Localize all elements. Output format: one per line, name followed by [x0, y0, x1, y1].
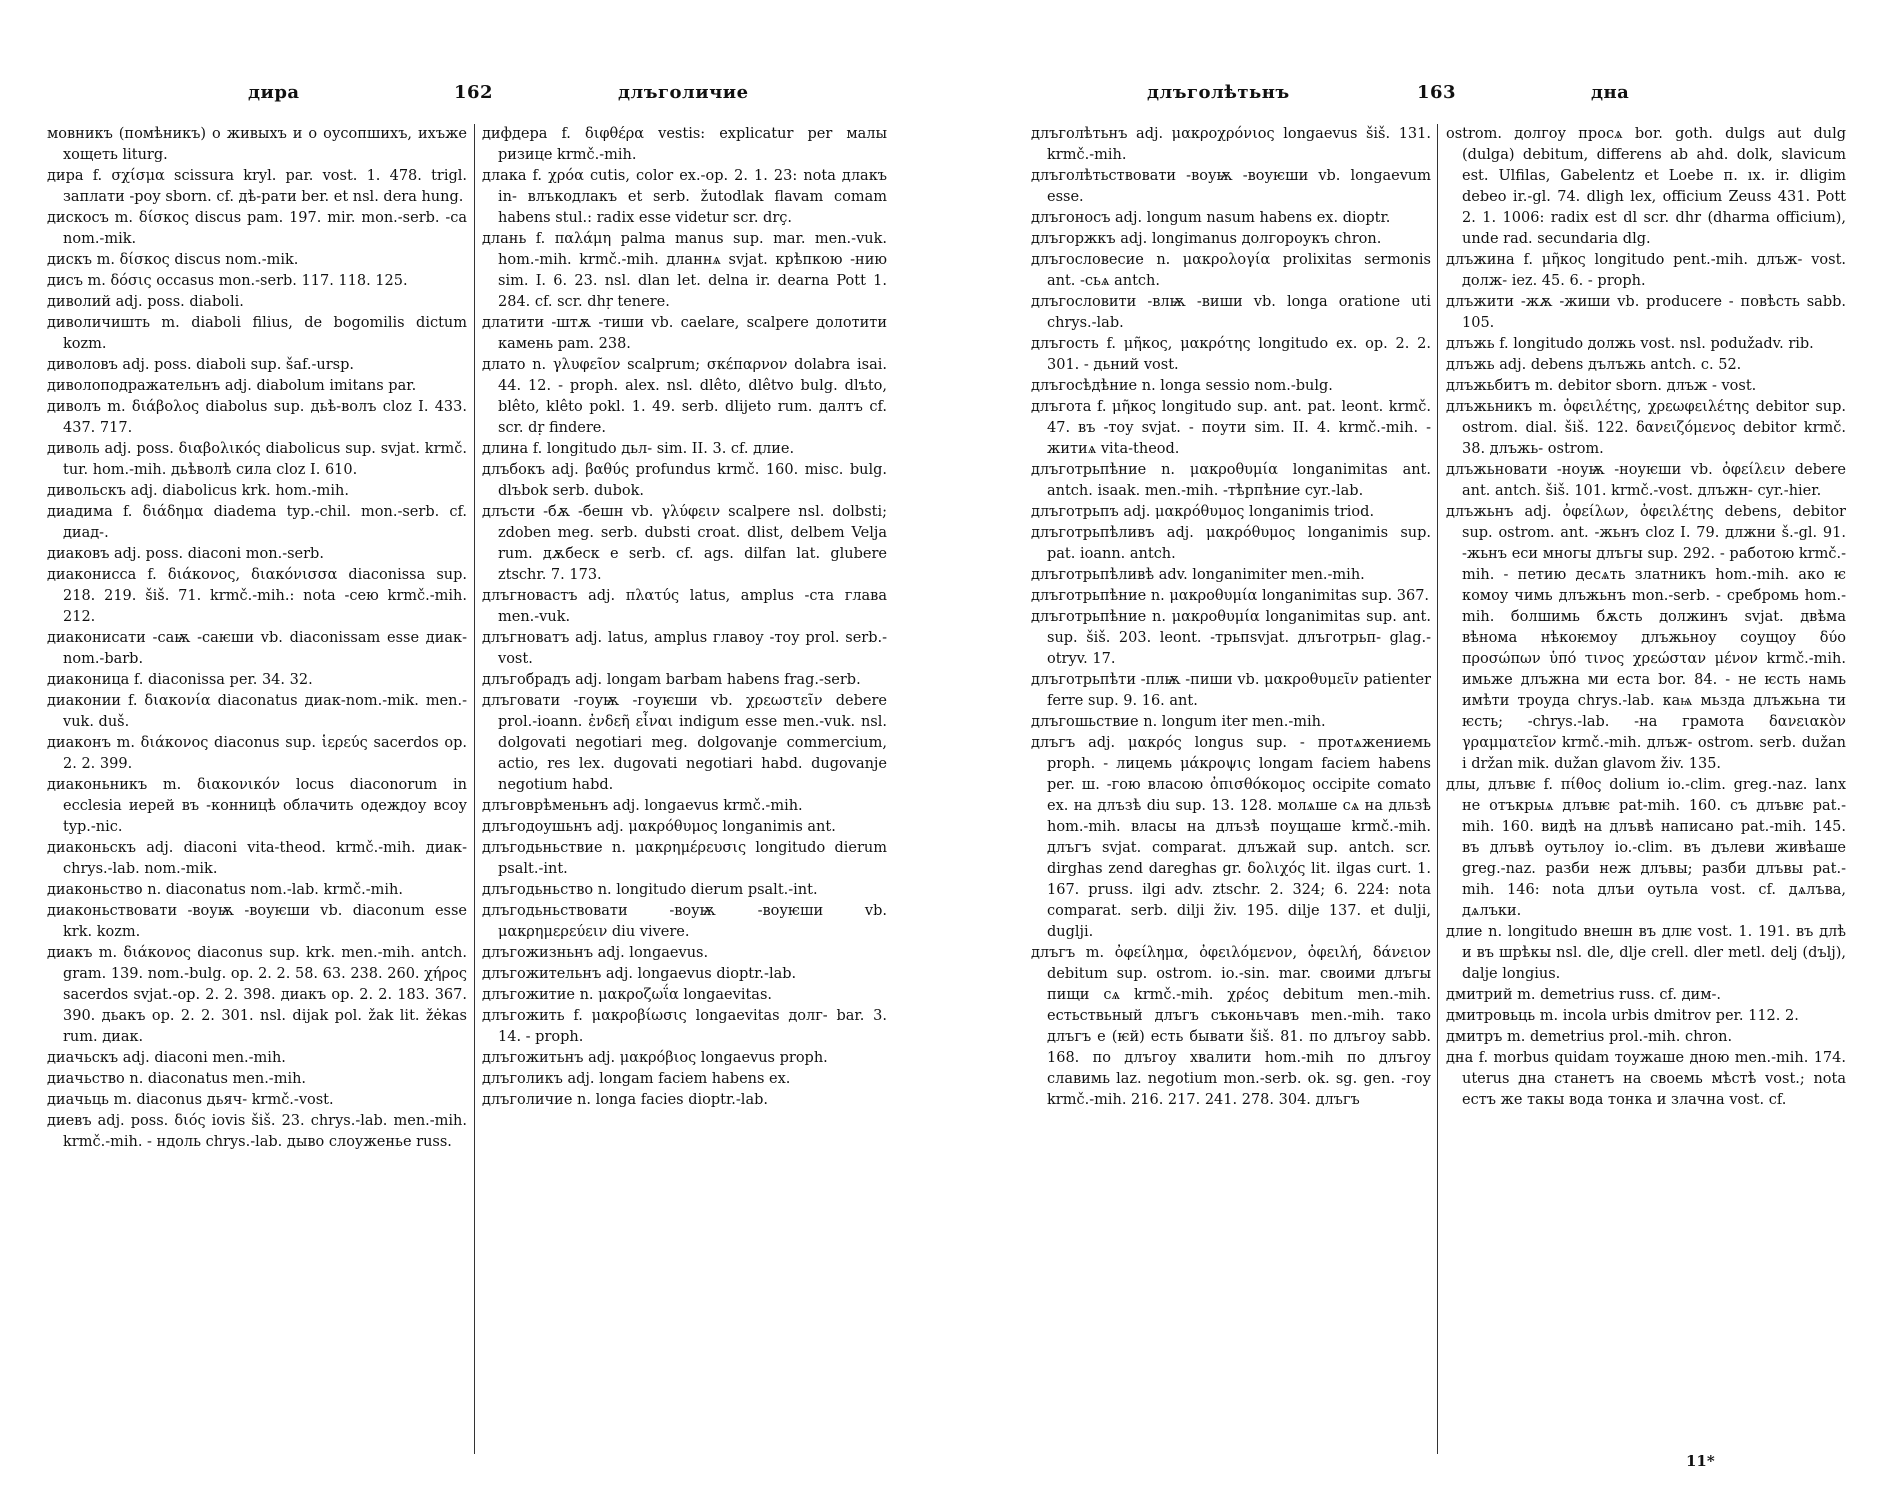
dictionary-entry: длъгодьньствие n. μακρημέρευσις longitudo dierum psalt.-int.	[482, 840, 887, 877]
dictionary-entry: диачьскъ adj. diaconi men.-mih.	[47, 1050, 286, 1066]
dictionary-entry: длъготрьпѣние n. μακροθυμία longanimitas sup. 367.	[1031, 588, 1430, 604]
dictionary-entry: диволий adj. poss. diaboli.	[47, 294, 244, 310]
dictionary-entry: диачьць m. diaconus дьяч- krmč.-vost.	[47, 1092, 334, 1108]
dictionary-entry: длина f. longitudo дьл- sim. II. 3. cf. длие.	[482, 441, 795, 457]
dictionary-entry: длака f. χρόα cutis, color ex.-op. 2. 1. 23: nota длакъ in- влъкодлакъ et serb. žutodlak flavam comam habens stul.: radix esse videtur scr. drç.	[482, 168, 887, 226]
dictionary-entry: диаконьникъ m. διακονικόν locus diaconorum in ecclesia иерей въ -конницѣ облачить одеждоу всоу typ.-nic.	[47, 777, 467, 835]
column-divider	[1437, 124, 1438, 1454]
dictionary-entry: длъгота f. μῆκος longitudo sup. ant. pat. leont. krmč. 47. въ -тоу svjat. - поути sim. II. 4. krmč.-mih. - житиѧ vita-theod.	[1031, 399, 1431, 457]
dictionary-entry: ostrom. долгоу просѧ bor. goth. dulgs aut dulg (dulga) debitum, differens ab ahd. dolk, slavicum est. Ulfilas, Gabelentz et Loebe п. ıx. ir. dligim debeo ir.-gl. 74. dligh lex, officium Zeuss 431. Pott 2. 1. 1006: radix est dl scr. dhr (dharma officium), unde rad. secundaria dlg.	[1446, 126, 1846, 247]
dictionary-entry: длъготрьпѣти -плѭ -пиши vb. μακροθυμεῖν patienter ferre sup. 9. 16. ant.	[1031, 672, 1431, 709]
dictionary-entry: длие n. longitudo внешн въ длѥ vost. 1. 191. въ длѣ и въ шрѣкы nsl. dle, dlje crell. dler metl. delj (dъlj), dalje longius.	[1446, 924, 1846, 982]
dictionary-entry: длъготрьпѣливъ adj. μακρόθυμος longanimis sup. pat. ioann. antch.	[1031, 525, 1431, 562]
dictionary-entry: длъжина f. μῆκος longitudo pent.-mih. длъж- vost. долж- iez. 45. 6. - proph.	[1446, 252, 1846, 289]
dictionary-entry: длъголичие n. longa facies dioptr.-lab.	[482, 1092, 768, 1108]
dictionary-entry: длъгословесие n. μακρολογία prolixitas sermonis ant. -сьѧ antch.	[1031, 252, 1431, 289]
dictionary-entry: диаконьскъ adj. diaconi vita-theod. krmč.-mih. диак- chrys.-lab. nom.-mik.	[47, 840, 467, 877]
dictionary-entry: мовникъ (помѣникъ) о живыхъ и о оусопшихъ, иxъже хощеть liturg.	[47, 126, 467, 163]
dictionary-entry: длъгожить f. μακροβίωσις longaevitas долг- bar. 3. 14. - proph.	[482, 1008, 887, 1045]
left-column-a	[47, 124, 467, 1464]
left-running-head	[0, 82, 951, 110]
dictionary-entry: диачьство n. diaconatus men.-mih.	[47, 1071, 307, 1087]
dictionary-entry: длъговати -гоуѭ -гоуѥши vb. χρεωστεῖν debere prol.-ioann. ἐνδεῆ εἶναι indigum esse men.-vuk. nsl. dolgovati negotiari meg. dolgovanje commercium, actio, res lex. dugovati negotiari habd. dugovanje negotium habd.	[482, 693, 887, 793]
dictionary-entry: диакъ m. διάκονος diaconus sup. krk. men.-mih. antch. gram. 139. nom.-bulg. op. 2. 2. 58. 63. 238. 260. χήρος sacerdos svjat.-op. 2. 2. 398. диакъ op. 2. 2. 183. 367. 390. дьакъ op. 2. 2. 301. nsl. dijak pol. žak lit. žėkas rum. диак.	[47, 945, 467, 1045]
dictionary-entry: диаконъ m. διάκονος diaconus sup. ἱερεύς sacerdos op. 2. 2. 399.	[47, 735, 467, 772]
dictionary-entry: длъжь f. longitudo должь vost. nsl. podužadv. rib.	[1446, 336, 1814, 352]
dictionary-entry: длъголикъ adj. longam faciem habens ex.	[482, 1071, 791, 1087]
dictionary-entry: длъголѣтьнъ adj. μακροχρόνιος longaevus šiš. 131. krmč.-mih.	[1031, 126, 1431, 163]
right-header-first-word: длъголѣтьнъ	[1147, 82, 1290, 103]
dictionary-entry: дисъ m. δόσις occasus mon.-serb. 117. 118. 125.	[47, 273, 408, 289]
right-page	[951, 0, 1902, 1500]
dictionary-entry: длъсти -бѫ -бешн vb. γλύφειν scalpere nsl. dolbsti; zdoben meg. serb. dubsti croat. dlist, delbem Velja rum. дѫбеск e serb. cf. ags. dilfan lat. glubere ztschr. 7. 173.	[482, 504, 887, 583]
column-divider	[474, 124, 475, 1454]
dictionary-entry: длъгодьньствовати -воуѭ -воуѥши vb. μακρημερεύειν diu vivere.	[482, 903, 887, 940]
dictionary-entry: длъжьникъ m. ὀφειλέτης, χρεωφειλέτης debitor sup. ostrom. dial. šiš. 122. δανειζόμενος debitor krmč. 38. длъжь- ostrom.	[1446, 399, 1846, 457]
dictionary-entry: диаконьствовати -воуѭ -воуѥши vb. diaconum esse krk. kozm.	[47, 903, 467, 940]
dictionary-entry: длъгосѣдѣние n. longa sessio nom.-bulg.	[1031, 378, 1333, 394]
dictionary-entry: длатити -штѫ -тиши vb. caelare, scalpere долотити камень pam. 238.	[482, 315, 887, 352]
dictionary-entry: длъгодьньство n. longitudo dierum psalt.-int.	[482, 882, 818, 898]
dictionary-entry: длъжьнъ adj. ὀφείλων, ὀφειλέτης debens, debitor sup. ostrom. ant. -жьнъ cloz I. 79. длжни š.-gl. 91. -жьнъ еси многы длъгы sup. 292. - работою krmč.-mih. - петию десѧть златникъ hom.-mih. ако ѥ комоу чимь длъжьнъ mon.-serb. - сребромь hom.-mih. болшимь бѫсть должинъ svjat. двѣма вѣнома нѣкоѥмоу длъжьноу соущоу δύο προσώπων ὑπό τινος χρεώσταν μένον krmč.-mih. имьже длъжна ми еста bor. 84. - не ѥсть намь имѣти троуда chrys.-lab. каѩ мьзда длъжьна ти ѥсть; -chrys.-lab. -на грамота δανειακὸν γραμματεῖον krmč.-mih. длъж- ostrom. serb. dužan i držan mik. dužan glavom živ. 135.	[1446, 504, 1846, 772]
dictionary-entry: диаковъ adj. poss. diaconi mon.-serb.	[47, 546, 324, 562]
left-header-last-word: длъголичие	[618, 82, 749, 103]
dictionary-entry: диаконии f. διακονία diaconatus диак-nom.-mik. men.-vuk. duš.	[47, 693, 467, 730]
right-column-b	[1446, 124, 1846, 1464]
dictionary-entry: длъговрѣменьнъ adj. longaevus krmč.-mih.	[482, 798, 803, 814]
dictionary-entry: дира f. σχίσμα scissura kryl. par. vost. 1. 478. trigl. заплати -роу sborn. cf. дѣ-рати ber. et nsl. dera hung.	[47, 168, 467, 205]
left-page-number: 162	[454, 82, 494, 103]
dictionary-entry: диволь adj. poss. διαβολικός diabolicus sup. svjat. krmč. tur. hom.-mih. дьѣволѣ сила cloz I. 610.	[47, 441, 467, 478]
dictionary-entry: диевъ adj. poss. διός iovis šiš. 23. chrys.-lab. men.-mih. krmč.-mih. - ндоль chrys.-lab. дыво слоуженье russ.	[47, 1113, 467, 1150]
dictionary-entry: длъгновастъ adj. πλατύς latus, amplus -ста глава men.-vuk.	[482, 588, 887, 625]
dictionary-entry: дифдера f. διφθέρα vestis: explicatur per малы ризице krmč.-mih.	[482, 126, 887, 163]
left-header-first-word: дира	[248, 82, 300, 103]
dictionary-entry: дна f. morbus quidam тоужаше дною men.-mih. 174. uterus дна станетъ на своемь мѣстѣ vost.; nota естъ же такы вода тонка и злачна vost. cf.	[1446, 1050, 1846, 1108]
dictionary-entry: диволичишть m. diaboli filius, de bogomilis dictum kozm.	[47, 315, 467, 352]
dictionary-entry: длъжь adj. debens дълъжь antch. c. 52.	[1446, 357, 1742, 373]
dictionary-entry: дмитрий m. demetrius russ. cf. дим-.	[1446, 987, 1721, 1003]
dictionary-entry: дивольскъ adj. diabolicus krk. hom.-mih.	[47, 483, 349, 499]
dictionary-entry: длъгошьствие n. longum iter men.-mih.	[1031, 714, 1326, 730]
dictionary-entry: длъжьновати -ноуѭ -ноуѥши vb. ὀφείλειν debere ant. antch. šiš. 101. krmč.-vost. длъжн- cyr.-hier.	[1446, 462, 1846, 499]
dictionary-entry: длъгобрадъ adj. longam barbam habens frag.-serb.	[482, 672, 861, 688]
dictionary-entry: длъгословити -влѭ -виши vb. longa oratione uti chrys.-lab.	[1031, 294, 1431, 331]
right-header-last-word: дна	[1591, 82, 1630, 103]
dictionary-entry: диаконисати -саѭ -саѥши vb. diaconissam esse диак- nom.-barb.	[47, 630, 467, 667]
dictionary-entry: длъгъ m. ὀφείλημα, ὀφειλόμενον, ὀφειλή, δάνειον debitum sup. ostrom. io.-sin. mar. своими длъгы пищи сѧ krmč.-mih. χρέος debitum men.-mih. естьствьный длъгъ съконьчавъ men.-mih. тако длъгъ е (ѥй) есть бывати šiš. 81. по длъгоу sabb. 168. по длъгоу хвалити hom.-mih по длъгоу славимь laz. negotium mon.-serb. ok. sg. gen. -гоу krmč.-mih. 216. 217. 241. 278. 304. длъгъ	[1031, 945, 1431, 1108]
dictionary-entry: длъгожитие n. μακροζωΐα longaevitas.	[482, 987, 772, 1003]
dictionary-entry: дискъ m. δίσκος discus nom.-mik.	[47, 252, 299, 268]
signature-mark: 11*	[1686, 1452, 1715, 1470]
dictionary-entry: длъгожитьнъ adj. μακρόβιος longaevus proph.	[482, 1050, 828, 1066]
right-running-head	[951, 82, 1902, 110]
dictionary-entry: длъгноватъ adj. latus, amplus главоу -тоу prol. serb.-vost.	[482, 630, 887, 667]
dictionary-entry: диадима f. διάδημα diadema typ.-chil. mon.-serb. cf. диад-.	[47, 504, 467, 541]
dictionary-entry: дискосъ m. δίσκος discus pam. 197. mir. mon.-serb. -са nom.-mik.	[47, 210, 467, 247]
dictionary-entry: длъгъ adj. μακρός longus sup. - протѧжениемь proph. - лицемь μάκροψις longam faciem habens per. ш. -гою власою ὀπισθόκομος occipite comato ex. на длъзѣ diu sup. 13. 128. молѧше сѧ на дльзѣ hom.-mih. власы на длъзѣ поущаше krmč.-mih. длъгъ svjat. comparat. длъжай sup. antch. scr. dirghas zend dareghas gr. δολιχός lit. ilgas curt. 1. 167. pruss. ilgi adv. ztschr. 2. 324; 6. 224: nota comparat. serb. dilji živ. 195. dilje 137. et dulji, duglji.	[1031, 735, 1431, 940]
dictionary-entry: длъбокъ adj. βαθύς profundus krmč. 160. misc. bulg. dlъbok serb. dubok.	[482, 462, 887, 499]
dictionary-entry: длъжити -жѫ -жиши vb. producere - повѣсть sabb. 105.	[1446, 294, 1846, 331]
dictionary-entry: длъготрьпѣние n. μακροθυμία longanimitas ant. antch. isaak. men.-mih. -тѣрпѣние cyr.-lab.	[1031, 462, 1431, 499]
dictionary-entry: диволовъ adj. poss. diaboli sup. šaf.-ursp.	[47, 357, 354, 373]
dictionary-entry: диаконисса f. διάκονος, διακόνισσα diaconissa sup. 218. 219. šiš. 71. krmč.-mih.: nota -сею krmč.-mih. 212.	[47, 567, 467, 625]
right-column-a	[1031, 124, 1431, 1464]
dictionary-entry: длъгоржкъ adj. longimanus долгороукъ chron.	[1031, 231, 1382, 247]
dictionary-entry: дмитръ m. demetrius prol.-mih. chron.	[1446, 1029, 1733, 1045]
dictionary-entry: длъгоносъ adj. longum nasum habens ex. dioptr.	[1031, 210, 1391, 226]
left-column-b	[482, 124, 887, 1464]
right-page-number: 163	[1417, 82, 1457, 103]
dictionary-entry: диаконица f. diaconissa per. 34. 32.	[47, 672, 313, 688]
dictionary-entry: длъгожизньнъ adj. longaevus.	[482, 945, 709, 961]
dictionary-entry: длато n. γλυφεῖον scalprum; σκέπαρνον dolabra isai. 44. 12. - proph. alex. nsl. dlêto, dlêtvo bulg. dlъto, blêto, klêto pokl. 1. 49. serb. dlijeto rum. далтъ cf. scr. dṛ findere.	[482, 357, 887, 436]
dictionary-entry: дмитровьць m. incola urbis dmitrov per. 112. 2.	[1446, 1008, 1799, 1024]
dictionary-entry: длъголѣтьствовати -воуѭ -воуѥши vb. longaevum esse.	[1031, 168, 1431, 205]
dictionary-entry: длы, длъвѥ f. πίθος dolium io.-clim. greg.-naz. lanx не отъкрыѧ длъвѥ pat-mih. 160. съ длъвѥ pat.-mih. 160. видѣ на длъвѣ написано pat.-mih. 145. въ длъвѣ оутьлоу io.-clim. въ дълеви живѣаше greg.-naz. разби неж длъвы; разби длъвы pat.-mih. 146: nota длъи оутьла vost. cf. дѧлъва, дѧлъки.	[1446, 777, 1846, 919]
dictionary-entry: длъготрьпѣливѣ adv. longanimiter men.-mih.	[1031, 567, 1365, 583]
dictionary-entry: длъготрьпѣние n. μακροθυμία longanimitas sup. ant. sup. šiš. 203. leont. -трьпsvjat. длъготрьп- glag.-otryv. 17.	[1031, 609, 1431, 667]
dictionary-entry: длъжьбитъ m. debitor sborn. длъж - vost.	[1446, 378, 1757, 394]
dictionary-entry: диволоподражательнъ adj. diabolum imitans par.	[47, 378, 417, 394]
dictionary-entry: длань f. παλάμη palma manus sup. mar. men.-vuk. hom.-mih. krmč.-mih. дланнѧ svjat. крѣпкою -нию sim. I. 6. 23. nsl. dlan let. delna ir. dearna Pott 1. 284. cf. scr. dhṛ tenere.	[482, 231, 887, 310]
dictionary-entry: длъготрьпъ adj. μακρόθυμος longanimis triod.	[1031, 504, 1375, 520]
dictionary-entry: длъгожительнъ adj. longaevus dioptr.-lab.	[482, 966, 797, 982]
dictionary-entry: длъгость f. μῆκος, μακρότης longitudo ex. op. 2. 2. 301. - дьний vost.	[1031, 336, 1431, 373]
dictionary-entry: диволъ m. διάβολος diabolus sup. дьѣ-волъ cloz I. 433. 437. 717.	[47, 399, 467, 436]
dictionary-entry: длъгодоушьнъ adj. μακρόθυμος longanimis ant.	[482, 819, 836, 835]
dictionary-entry: диаконьство n. diaconatus nom.-lab. krmč.-mih.	[47, 882, 403, 898]
